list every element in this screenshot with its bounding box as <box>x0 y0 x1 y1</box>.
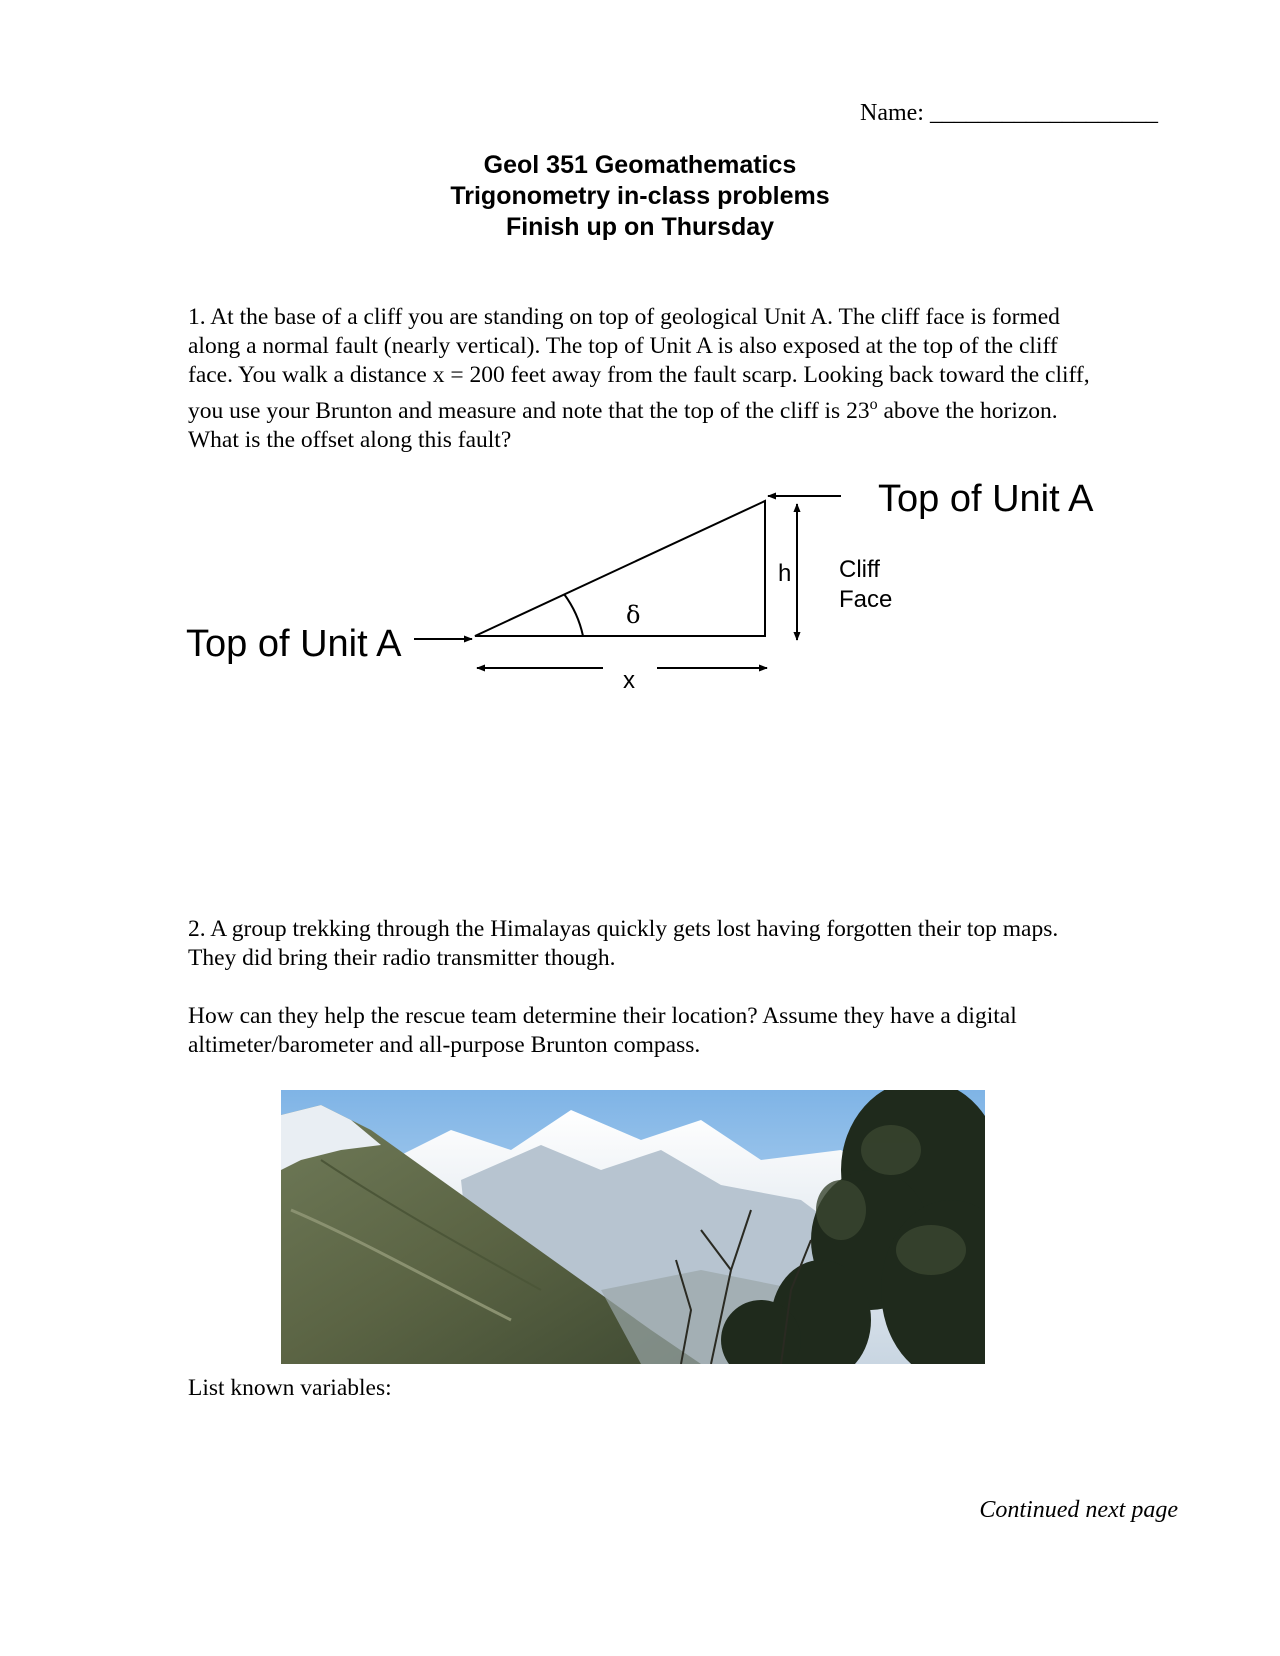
title-topic: Trigonometry in-class problems <box>450 182 830 210</box>
cliff-triangle-diagram <box>170 470 1130 710</box>
label-face: Face <box>839 586 893 613</box>
document-title <box>0 150 1280 243</box>
himalaya-photo <box>281 1090 985 1364</box>
name-field-label: Name: ___________________ <box>860 100 1158 126</box>
problem-1-text-b: above the horizon. What is the offset along this fault? <box>188 397 1058 453</box>
problem-2-text: 2. A group trekking through the Himalayas quickly gets lost having forgotten their top maps. They did bring their radio transmitter though. <box>188 916 1059 971</box>
label-h: h <box>778 560 792 587</box>
problem-1-text <box>188 303 1108 455</box>
problem-1-text-a: 1. At the base of a cliff you are standing on top of geological Unit A. The cliff face is formed along a normal fault (nearly vertical). The top of Unit A is also exposed at the top of the cliff face. You walk a distance x = 200 feet away from the fault scarp. Looking back toward the cliff, you use your Brunton and measure and note that the top of the cliff is 23 <box>188 304 1090 424</box>
title-course: Geol 351 Geomathematics <box>483 151 797 179</box>
label-x: x <box>623 667 635 694</box>
degree-symbol: o <box>869 396 878 413</box>
label-delta: δ <box>626 601 641 629</box>
title-due: Finish up on Thursday <box>505 213 775 241</box>
problem-2-question: How can they help the rescue team determine their location? Assume they have a digital altimeter/barometer and all-purpose Brunton compass. <box>188 1003 1017 1058</box>
label-top-unit-a-right: Top of Unit A <box>878 478 1094 520</box>
triangle-shape <box>475 501 765 636</box>
angle-arc <box>564 594 583 636</box>
known-variables-label: List known variables: <box>188 1375 392 1401</box>
label-cliff: Cliff <box>839 556 880 583</box>
label-top-unit-a-left: Top of Unit A <box>186 623 402 665</box>
continued-note: Continued next page <box>979 1497 1178 1523</box>
